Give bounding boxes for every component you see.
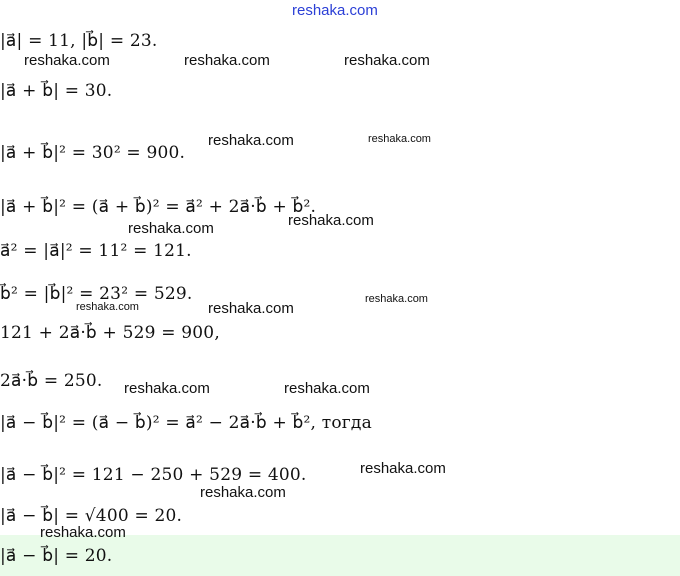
solution-line-6: b⃗² = |b⃗|² = 23² = 529. (0, 284, 193, 304)
solution-line-2: |a⃗ + b⃗| = 30. (0, 81, 113, 101)
solution-line-10: |a⃗ − b⃗|² = 121 − 250 + 529 = 400. (0, 465, 307, 485)
watermark: reshaka.com (208, 300, 294, 317)
watermark: reshaka.com (40, 524, 126, 541)
watermark: reshaka.com (284, 380, 370, 397)
solution-line-5: a⃗² = |a⃗|² = 11² = 121. (0, 241, 192, 261)
watermark: reshaka.com (288, 212, 374, 229)
solution-line-3: |a⃗ + b⃗|² = 30² = 900. (0, 143, 186, 163)
watermark: reshaka.com (128, 220, 214, 237)
watermark: reshaka.com (368, 133, 431, 145)
solution-line-9: |a⃗ − b⃗|² = (a⃗ − b⃗)² = a⃗² − 2a⃗·b⃗ + b⃗², тогда (0, 413, 372, 433)
watermark: reshaka.com (360, 460, 446, 477)
watermark: reshaka.com (208, 132, 294, 149)
solution-line-8: 2a⃗·b⃗ = 250. (0, 371, 103, 391)
watermark: reshaka.com (200, 484, 286, 501)
solution-line-11: |a⃗ − b⃗| = √400 = 20. (0, 506, 183, 526)
watermark: reshaka.com (365, 293, 428, 305)
watermark: reshaka.com (344, 52, 430, 69)
watermark: reshaka.com (24, 52, 110, 69)
solution-line-1: |a⃗| = 11, |b⃗| = 23. (0, 31, 158, 51)
solution-line-12: |a⃗ − b⃗| = 20. (0, 546, 113, 566)
watermark: reshaka.com (124, 380, 210, 397)
watermark: reshaka.com (184, 52, 270, 69)
solution-line-4: |a⃗ + b⃗|² = (a⃗ + b⃗)² = a⃗² + 2a⃗·b⃗ + b⃗². (0, 197, 317, 217)
watermark: reshaka.com (76, 301, 139, 313)
header-watermark: reshaka.com (292, 2, 378, 19)
solution-line-7: 121 + 2a⃗·b⃗ + 529 = 900, (0, 323, 220, 343)
